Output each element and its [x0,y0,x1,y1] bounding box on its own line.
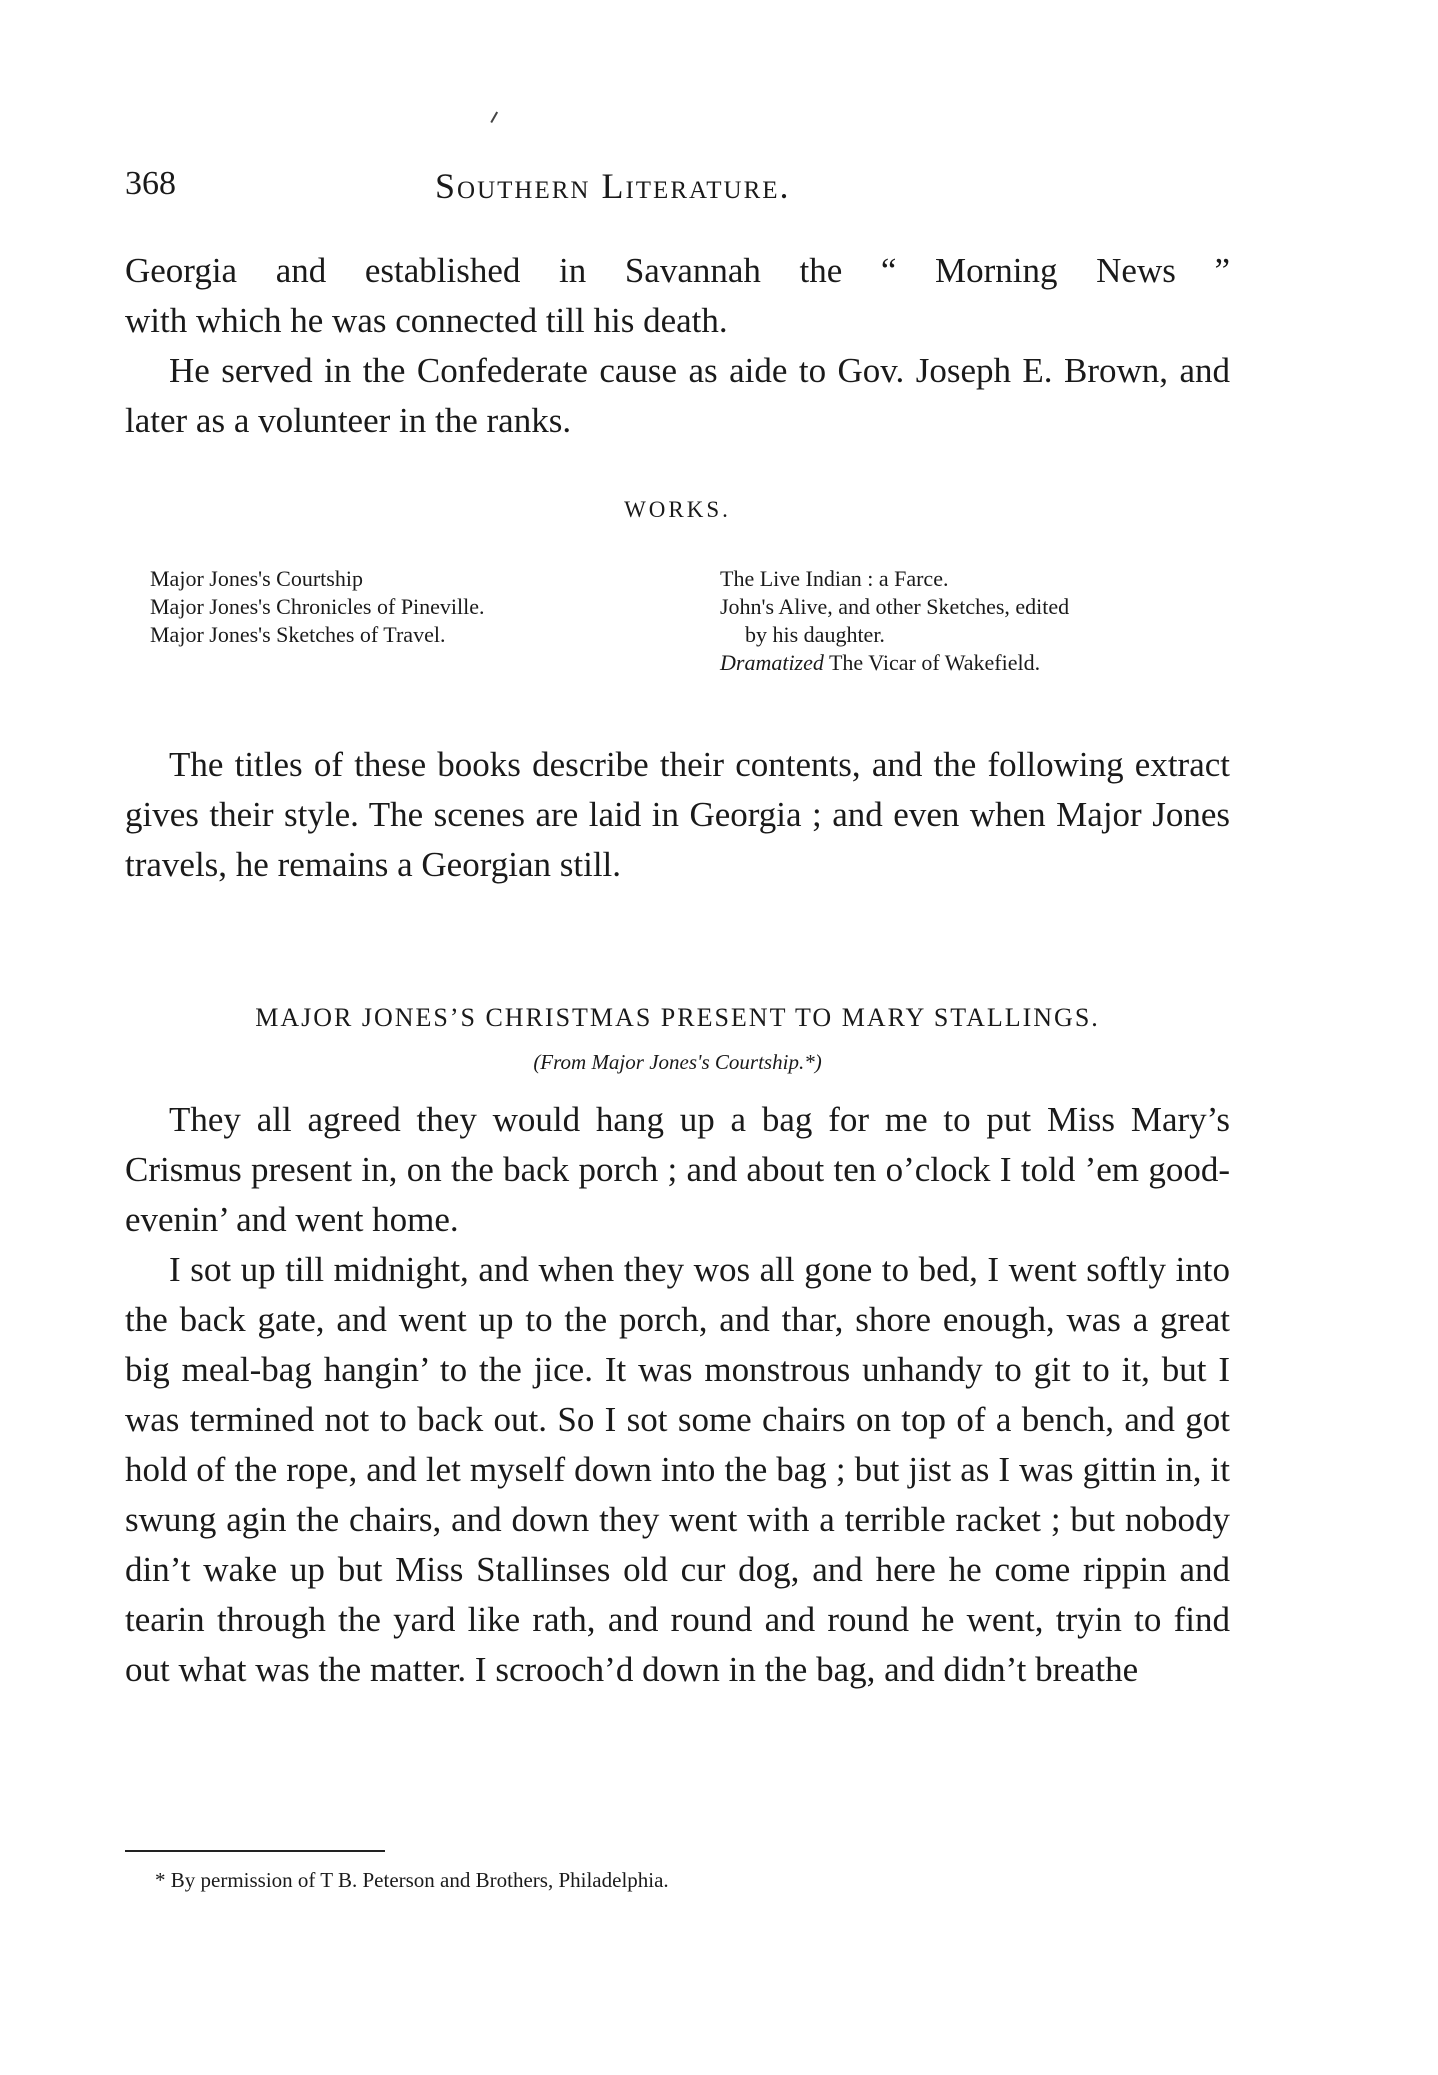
works-item [720,649,1240,677]
works-item-rest: The Vicar of Wakefield. [823,650,1041,675]
works-item-italic: Dramatized [720,650,824,675]
biography-line-2: with which he was connected till his death. [125,301,728,340]
page-number: 368 [125,165,176,202]
works-item: Major Jones's Sketches of Travel. [150,622,446,647]
footnote: * By permission of T B. Peterson and Brothers, Philadelphia. [155,1868,669,1892]
extract-paragraph-2: I sot up till midnight, and when they wos all gone to bed, I went softly into the back gate, and went up to the porch, and thar, shore enough, was a great big meal-bag hangin’ to the jice. It was monstrous unhandy to git to it, but I was termined not to back out. So I sot some chairs on top of a bench, and got hold of the rope, and let myself down into the bag ; but jist as I was gittin in, it swung agin the chairs, and down they went with a terrible racket ; but nobody din’t wake up but Miss Stallinses old cur dog, and here he come rippin and tearin through the yard like rath, and round and round he went, tryin to find out what was the matter. I scrooch’d down in the bag, and didn’t breathe [125,1250,1230,1689]
works-list-right [720,565,1240,677]
running-title: Southern Literature. [435,166,791,206]
extract-title: MAJOR JONES’S CHRISTMAS PRESENT TO MARY STALLINGS. [255,1003,1100,1032]
works-item-continuation: by his daughter. [745,622,885,647]
works-item: John's Alive, and other Sketches, edited [720,594,1070,619]
intro-paragraph-block [125,740,1230,890]
works-item: Major Jones's Courtship [150,566,363,591]
biography-paragraph-2: He served in the Confederate cause as aide to Gov. Joseph E. Brown, and later as a volunteer in the ranks. [125,351,1230,440]
works-list-left [150,565,650,649]
works-heading: WORKS. [624,497,731,522]
biography-text [125,246,1230,446]
footnote-rule [125,1850,385,1852]
extract-source: (From Major Jones's Courtship.*) [533,1050,822,1074]
biography-line-1: Georgia and established in Savannah the “ Morning News ” [125,251,1230,290]
page-header [125,165,1230,215]
intro-paragraph: The titles of these books describe their contents, and the following extract gives their style. The scenes are laid in Georgia ; and even when Major Jones travels, he remains a Georgian still. [125,745,1230,884]
works-item: Major Jones's Chronicles of Pineville. [150,594,485,619]
stray-mark [490,112,500,125]
extract-paragraph-1: They all agreed they would hang up a bag for me to put Miss Mary’s Crismus present in, on the back porch ; and about ten o’clock I told ’em good-evenin’ and went home. [125,1100,1230,1239]
works-item: The Live Indian : a Farce. [720,566,949,591]
extract-text [125,1095,1230,1695]
